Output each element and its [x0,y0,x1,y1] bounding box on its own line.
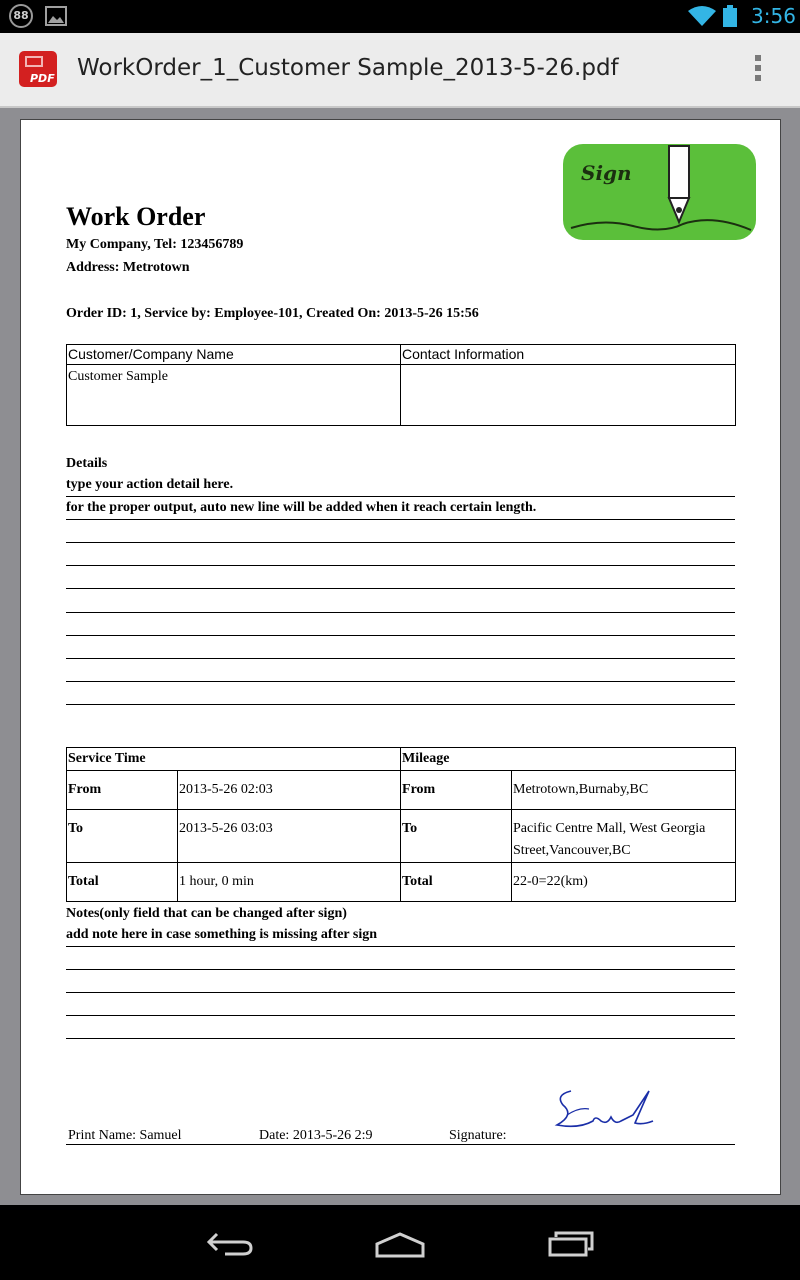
details-line-rule-0 [66,496,735,497]
address-line: Address: Metrotown [66,260,190,275]
details-line-text-0: type your action detail here. [66,477,234,492]
customer-name-value: Customer Sample [67,365,401,426]
print-name: Print Name: Samuel [68,1128,182,1143]
notes-line-rule-1 [66,969,735,970]
details-line-rule-4 [66,588,735,589]
customer-table [66,344,736,426]
details-line-rule-6 [66,635,735,636]
details-heading: Details [66,456,108,471]
recent-apps-icon[interactable] [546,1231,596,1257]
details-line-text-1: for the proper output, auto new line will be added when it reach certain length. [66,500,537,516]
contact-info-header: Contact Information [401,345,736,365]
details-line-rule-2 [66,542,735,543]
notes-heading: Notes(only field that can be changed after sign) [66,906,347,921]
sign-date: Date: 2013-5-26 2:9 [259,1128,373,1143]
wifi-icon [688,5,716,27]
mileage-header: Mileage [401,748,736,771]
pdf-app-icon[interactable] [17,49,59,89]
order-line: Order ID: 1, Service by: Employee-101, Created On: 2013-5-26 15:56 [66,306,479,321]
details-line-rule-8 [66,681,735,682]
notes-line-text-0: add note here in case something is missing after sign [66,927,377,942]
service-from-label: From [67,771,178,810]
signature-image [549,1085,659,1135]
details-line-rule-9 [66,704,735,705]
service-table [66,747,736,902]
service-total-value: 1 hour, 0 min [178,863,401,902]
notes-line-rule-4 [66,1038,735,1039]
home-icon[interactable] [374,1232,426,1258]
action-bar [0,33,800,108]
service-time-header: Service Time [67,748,401,771]
service-total-label: Total [67,863,178,902]
details-line-rule-1 [66,519,735,520]
navigation-bar [0,1205,800,1280]
service-from-value: 2013-5-26 02:03 [178,771,401,810]
overflow-menu-icon[interactable] [748,55,768,87]
mileage-from-label: From [401,771,512,810]
notes-line-rule-2 [66,992,735,993]
service-to-value: 2013-5-26 03:03 [178,810,401,863]
sign-logo [563,144,756,240]
contact-info-value [401,365,736,426]
mileage-total-label: Total [401,863,512,902]
battery-icon [722,5,738,27]
back-icon[interactable] [205,1230,255,1256]
customer-name-header: Customer/Company Name [67,345,401,365]
notification-count-icon: 88 [9,4,33,28]
details-line-rule-3 [66,565,735,566]
work-order-title: Work Order [66,202,206,231]
sign-logo-text: Sign [581,161,632,185]
mileage-from-value: Metrotown,Burnaby,BC [512,771,736,810]
document-title: WorkOrder_1_Customer Sample_2013-5-26.pdf [77,55,619,81]
clock: 3:56 [751,4,796,28]
mileage-to-value: Pacific Centre Mall, West Georgia Street,Vancouver,BC [512,810,736,863]
signature-label: Signature: [449,1128,507,1143]
company-line: My Company, Tel: 123456789 [66,237,244,252]
pdf-page [20,119,781,1195]
notes-line-rule-3 [66,1015,735,1016]
footer-line [66,1144,735,1145]
details-line-rule-7 [66,658,735,659]
image-notification-icon [45,6,67,26]
notes-line-rule-0 [66,946,735,947]
svg-text:PDF: PDF [30,72,55,85]
service-to-label: To [67,810,178,863]
status-bar [0,0,800,33]
mileage-total-value: 22-0=22(km) [512,863,736,902]
details-line-rule-5 [66,612,735,613]
mileage-to-label: To [401,810,512,863]
